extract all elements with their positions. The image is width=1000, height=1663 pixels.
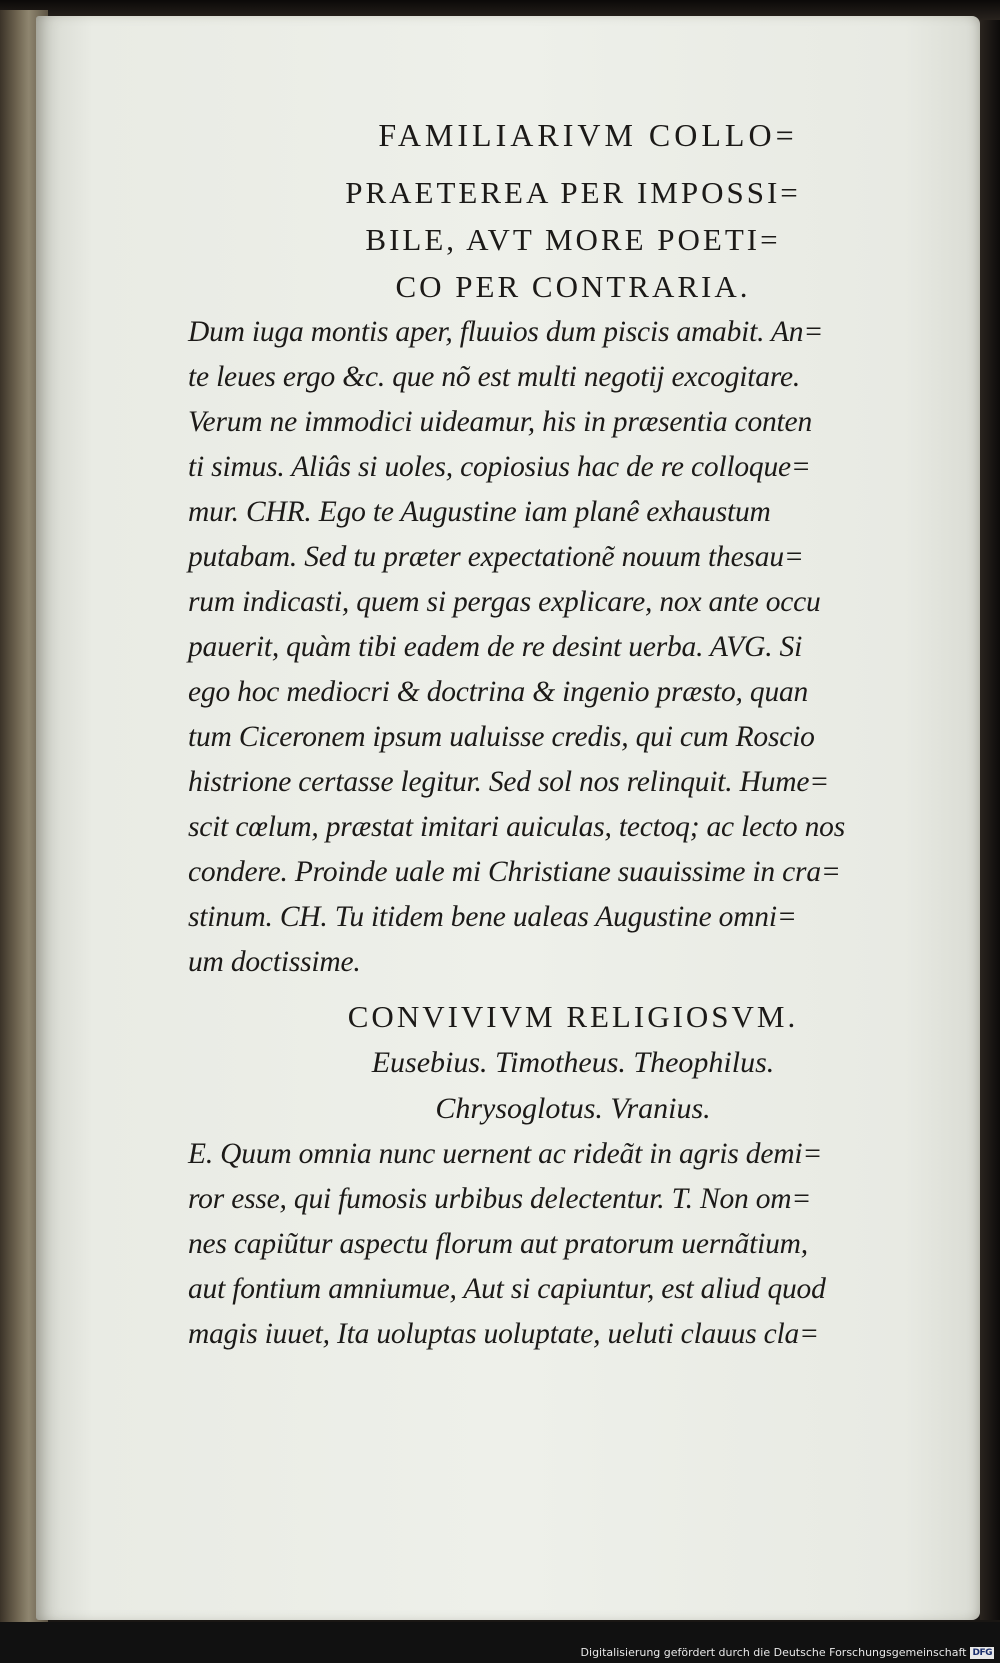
text-line: ror esse, qui fumosis urbibus delectentur. T. Non om= — [188, 1183, 812, 1215]
heading-line: CO PER CONTRARIA. — [395, 269, 751, 304]
text-line: Dum iuga montis aper, fluuios dum piscis amabit. An= — [188, 316, 824, 348]
dfg-logo-icon: DFG — [972, 1647, 992, 1658]
text-line: tum Ciceronem ipsum ualuisse credis, qui cum Roscio — [188, 721, 815, 753]
page-text — [188, 112, 958, 1357]
text-line: E. Quum omnia nunc uernent ac rideãt in agris demi= — [188, 1138, 823, 1170]
running-head: FAMILIARIVM COLLO= — [378, 117, 798, 153]
text-line: putabam. Sed tu præter expectationẽ nouum thesau= — [188, 541, 804, 573]
text-line: stinum. CH. Tu itidem bene ualeas Augustine omni= — [188, 901, 797, 933]
heading-line: BILE, AVT MORE POETI= — [365, 222, 781, 257]
text-line: nes capiũtur aspectu florum aut pratorum uernãtium, — [188, 1228, 808, 1260]
text-line: condere. Proinde uale mi Christiane suauissime in cra= — [188, 856, 841, 888]
text-line: magis iuuet, Ita uoluptas uoluptate, ueluti clauus cla= — [188, 1318, 819, 1350]
persons-line: Eusebius. Timotheus. Theophilus. — [371, 1046, 775, 1079]
text-line: histrione certasse legitur. Sed sol nos relinquit. Hume= — [188, 766, 829, 798]
heading-line: PRAETEREA PER IMPOSSI= — [345, 175, 801, 210]
section-heading-1 — [188, 169, 958, 310]
credit-text: Digitalisierung gefördert durch die Deutsche Forschungsgemeinschaft — [580, 1646, 967, 1659]
text-line: Verum ne immodici uideamur, his in præsentia conten — [188, 406, 812, 438]
scan-right-edge — [980, 20, 1000, 1620]
text-line: ego hoc mediocri & doctrina & ingenio præsto, quan — [188, 676, 809, 708]
digitization-credit — [581, 1646, 994, 1659]
scan-footer-band — [0, 1622, 1000, 1663]
text-line: ti simus. Aliâs si uoles, copiosius hac de re colloque= — [188, 451, 811, 483]
text-line: scit cœlum, præstat imitari auiculas, tectoq; ac lecto nos — [188, 811, 846, 843]
body-text-2 — [188, 1132, 958, 1357]
text-line: mur. CHR. Ego te Augustine iam planê exhaustum — [188, 496, 771, 528]
section-heading-2: CONVIVIVM RELIGIOSVM. — [347, 999, 799, 1034]
body-text-1 — [188, 310, 958, 985]
text-line: aut fontium amniumue, Aut si capiuntur, est aliud quod — [188, 1273, 826, 1305]
text-line: te leues ergo &c. que nõ est multi negotij excogitare. — [188, 361, 801, 393]
text-line: pauerit, quàm tibi eadem de re desint uerba. AVG. Si — [188, 631, 803, 663]
persons-line: Chrysoglotus. Vranius. — [435, 1092, 711, 1125]
text-line: rum indicasti, quem si pergas explicare, nox ante occu — [188, 586, 821, 618]
dramatis-personae — [188, 1040, 958, 1132]
text-line: um doctissime. — [188, 946, 361, 978]
